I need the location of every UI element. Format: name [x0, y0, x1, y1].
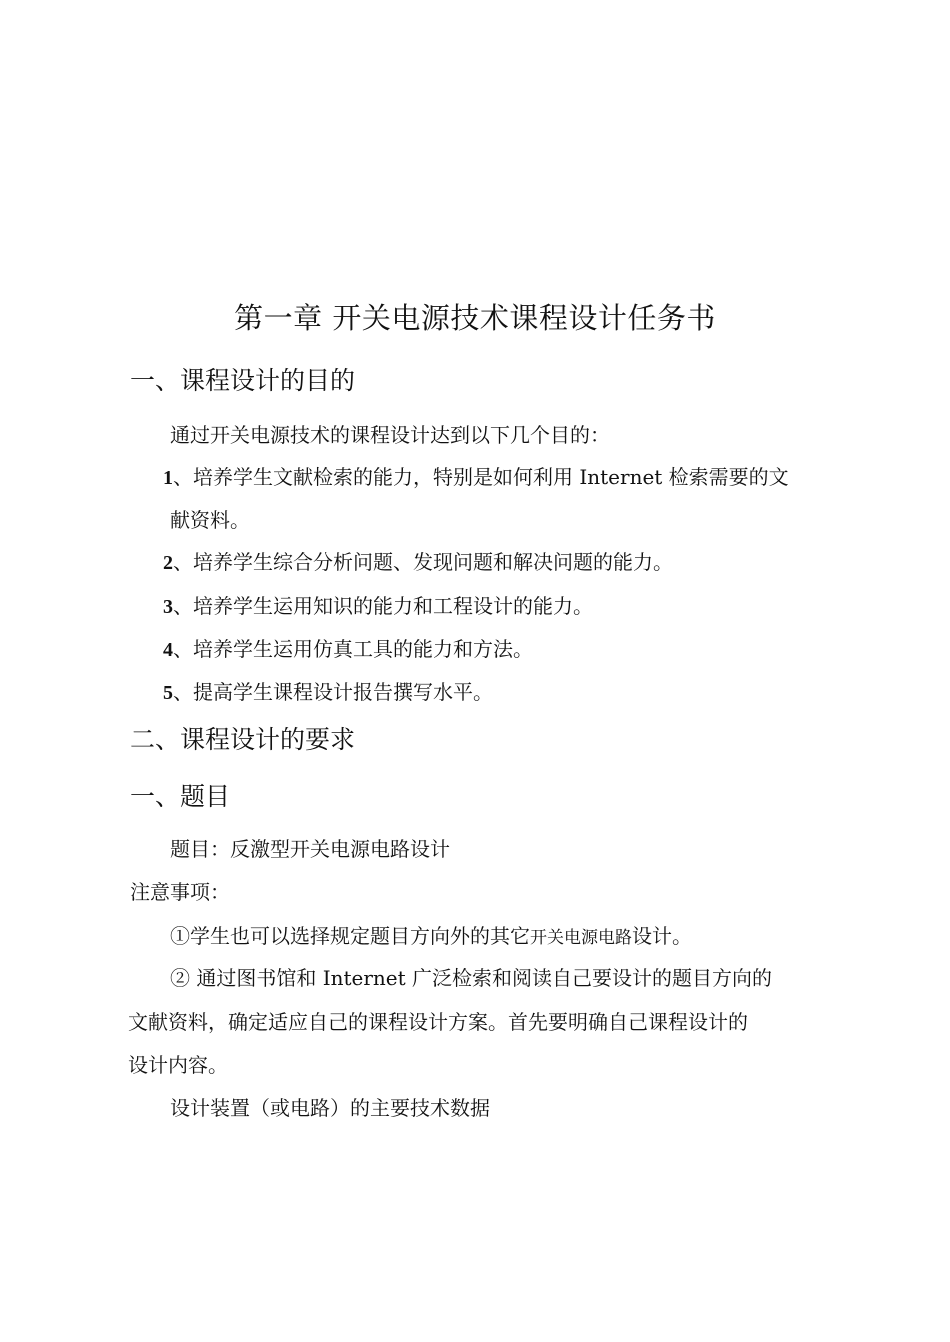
purpose-item-3 — [163, 596, 593, 617]
note-1-small: 开关电源电路 — [530, 928, 632, 948]
purpose-item-5 — [163, 682, 493, 703]
purpose-item-1 — [163, 467, 789, 488]
item-number: 5 — [163, 682, 173, 704]
subsection-heading-topic: 一、题目 — [130, 782, 231, 811]
note-1-main: ①学生也可以选择规定题目方向外的其它 — [170, 924, 530, 948]
item-text: 、培养学生文献检索的能力，特别是如何利用 Internet 检索需要的文 — [173, 465, 789, 489]
note-1 — [170, 926, 692, 947]
item-text: 、培养学生综合分析问题、发现问题和解决问题的能力。 — [173, 550, 673, 574]
purpose-item-4 — [163, 639, 533, 660]
item-text: 、提高学生课程设计报告撰写水平。 — [173, 680, 493, 704]
technical-data-heading: 设计装置（或电路）的主要技术数据 — [170, 1096, 490, 1120]
section-heading-purpose: 一、课程设计的目的 — [130, 366, 356, 395]
item-number: 2 — [163, 552, 173, 574]
note-2-line-1: ② 通过图书馆和 Internet 广泛检索和阅读自己要设计的题目方向的 — [170, 966, 773, 990]
note-1-end: 设计。 — [632, 924, 692, 948]
item-number: 4 — [163, 639, 173, 661]
note-2-line-2: 文献资料，确定适应自己的课程设计方案。首先要明确自己课程设计的 — [128, 1010, 748, 1034]
purpose-intro: 通过开关电源技术的课程设计达到以下几个目的： — [170, 423, 610, 447]
notes-label: 注意事项： — [130, 880, 230, 904]
page-title: 第一章 开关电源技术课程设计任务书 — [234, 301, 716, 335]
purpose-item-1-continued: 献资料。 — [170, 508, 250, 532]
topic-text: 题目：反激型开关电源电路设计 — [170, 837, 450, 861]
item-text: 、培养学生运用知识的能力和工程设计的能力。 — [173, 594, 593, 618]
note-2-line-3: 设计内容。 — [128, 1053, 228, 1077]
item-number: 1 — [163, 467, 173, 489]
item-text: 、培养学生运用仿真工具的能力和方法。 — [173, 637, 533, 661]
section-heading-requirements: 二、课程设计的要求 — [130, 725, 356, 754]
purpose-item-2 — [163, 552, 673, 573]
item-number: 3 — [163, 596, 173, 618]
